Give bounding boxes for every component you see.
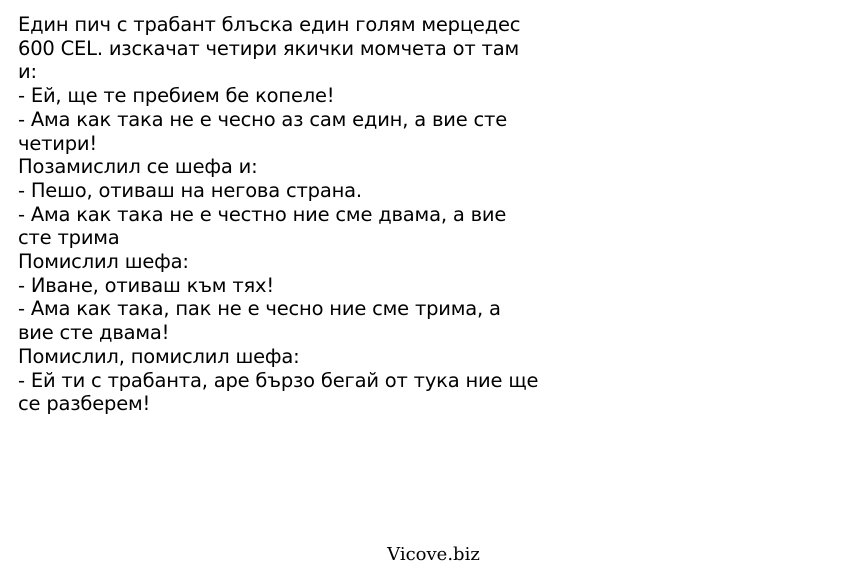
joke-line: Позамислил се шефа и: bbox=[18, 155, 258, 179]
joke-line: сте трима bbox=[18, 226, 120, 250]
joke-line: - Ама как така не е честно ние сме двама, а вие bbox=[18, 202, 507, 226]
joke-line: Помислил, помислил шефа: bbox=[18, 344, 300, 368]
joke-line: вие сте двама! bbox=[18, 321, 170, 345]
joke-line: Помислил шефа: bbox=[18, 250, 189, 274]
joke-text bbox=[18, 13, 578, 416]
joke-line: - Ей, ще те пребием бе копеле! bbox=[18, 84, 335, 108]
joke-line: 600 CEL. изскачат четири якички момчета от там bbox=[18, 36, 519, 60]
joke-line: - Иване, отиваш към тях! bbox=[18, 273, 274, 297]
joke-line: - Пешо, отиваш на негова страна. bbox=[18, 178, 362, 202]
site-watermark: Vicove.biz bbox=[387, 544, 480, 565]
joke-line: четири! bbox=[18, 131, 98, 155]
joke-line: Един пич с трабант блъска един голям мерцедес bbox=[18, 13, 521, 36]
joke-line: - Ама как така, пак не е чесно ние сме трима, а bbox=[18, 297, 501, 321]
joke-line: и: bbox=[18, 60, 37, 84]
joke-line: - Ама как така не е чесно аз сам един, а вие сте bbox=[18, 107, 508, 131]
joke-line: се разберем! bbox=[18, 392, 151, 416]
joke-line: - Ей ти с трабанта, аре бързо бегай от тука ние ще bbox=[18, 368, 539, 392]
